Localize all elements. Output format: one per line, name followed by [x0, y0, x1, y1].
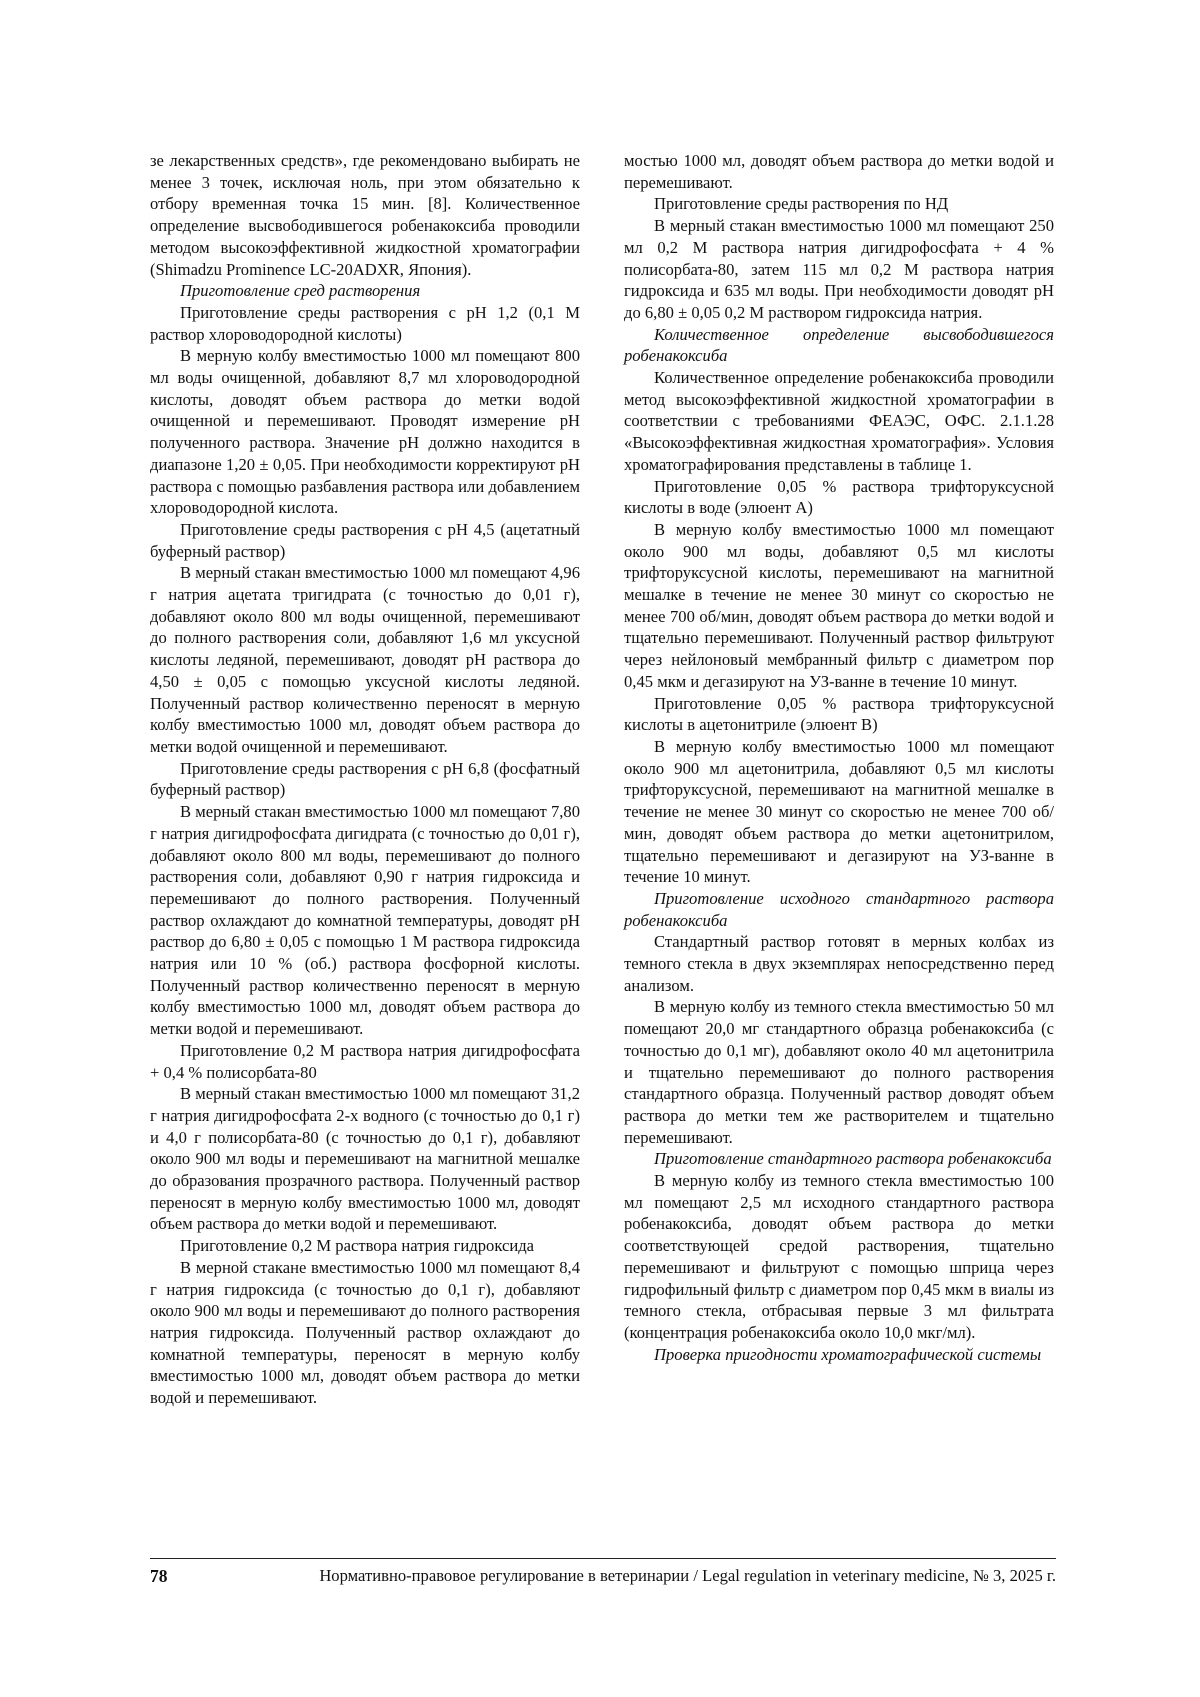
body-paragraph: Количественное определение робенакоксиба проводили метод высокоэффективной жидкостной хроматографии в соответствии с требованиями ФЕАЭС, ОФС. 2.1.1.28 «Высокоэффективная жидкостная хроматография». Условия хроматографирования представлены в таблице 1.: [624, 368, 1054, 474]
body-paragraph: В мерную колбу из темного стекла вместимостью 100 мл помещают 2,5 мл исходного стандартного раствора робенакоксиба, доводят объем раствора до метки соответствующей средой растворения, тщательно перемешивают и фильтруют с помощью шприца через гидрофильный фильтр с диаметром пор 0,45 мкм в виалы из темного стекла, отбрасывая первые 3 мл фильтрата (концентрация робенакоксиба около 10,0 мкг/мл).: [624, 1171, 1054, 1342]
body-paragraph: Приготовление 0,05 % раствора трифторуксусной кислоты в воде (элюент А): [624, 476, 1054, 518]
body-paragraph: Приготовление среды растворения с pH 6,8 (фосфатный буферный раствор): [150, 758, 580, 800]
body-paragraph: В мерный стакан вместимостью 1000 мл помещают 250 мл 0,2 М раствора натрия дигидрофосфата + 4 % полисорбата-80, затем 115 мл 0,2 М раствора натрия гидроксида и 635 мл воды. При необходимости доводят pH до 6,80 ± 0,05 0,2 М раствором гидроксида натрия.: [624, 216, 1054, 322]
body-paragraph: В мерной стакане вместимостью 1000 мл помещают 8,4 г натрия гидроксида (с точностью до 0,1 г), добавляют около 900 мл воды и перемешивают до полного растворения натрия гидроксида. Полученный раствор охлаждают до комнатной температуры, переносят в мерную колбу вместимостью 1000 мл, доводят объем раствора до метки водой и перемешивают.: [150, 1257, 580, 1408]
footer-rule: [150, 1558, 1056, 1559]
body-paragraph: зе лекарственных средств», где рекомендовано выбирать не менее 3 точек, исключая ноль, при этом обязательно к отбору временная точка 15 мин. [8]. Количественное определение высвободившегося робенакоксиба проводили методом высокоэффективной жидкостной хроматографии (Shimadzu Prominence LC-20ADXR, Япония).: [150, 151, 580, 279]
section-subheading: Приготовление сред растворения: [180, 281, 421, 301]
body-paragraph: В мерный стакан вместимостью 1000 мл помещают 4,96 г натрия ацетата тригидрата (с точностью до 0,01 г), добавляют около 800 мл воды очищенной, перемешивают до полного растворения соли, добавляют 1,6 мл уксусной кислоты ледяной, перемешивают, доводят pH раствора до 4,50 ± 0,05 с помощью уксусной кислоты ледяной. Полученный раствор количественно переносят в мерную колбу вместимостью 1000 мл, доводят объем раствора до метки водой очищенной и перемешивают.: [150, 563, 580, 756]
body-paragraph: В мерную колбу вместимостью 1000 мл помещают около 900 мл воды, добавляют 0,5 мл кислоты трифторуксусной кислоты, перемешивают на магнитной мешалке в течение не менее 30 минут со скоростью не менее 700 об/мин, доводят объем раствора до метки водой и тщательно перемешивают. Полученный раствор фильтруют через нейлоновый мембранный фильтр с диаметром пор 0,45 мкм и дегазируют на УЗ-ванне в течение 10 минут.: [624, 519, 1054, 691]
page-number: 78: [150, 1566, 168, 1586]
section-subheading: Приготовление стандартного раствора робенакоксиба: [654, 1149, 1052, 1169]
section-subheading: Количественное определение высвободившегося робенакоксиба: [624, 324, 1054, 366]
body-paragraph: Приготовление 0,2 М раствора натрия гидроксида: [180, 1236, 535, 1256]
section-subheading: Проверка пригодности хроматографической системы: [654, 1344, 1042, 1364]
right-text-column: [624, 150, 1054, 1365]
body-paragraph: Приготовление среды растворения с pH 1,2 (0,1 М раствор хлороводородной кислоты): [150, 302, 580, 344]
body-paragraph: В мерный стакан вместимостью 1000 мл помещают 31,2 г натрия дигидрофосфата 2-х водного (с точностью до 0,1 г) и 4,0 г полисорбата-80 (с точностью до 0,1 г), добавляют около 900 мл воды и перемешивают на магнитной мешалке до образования прозрачного раствора. Полученный раствор переносят в мерную колбу вместимостью 1000 мл, доводят объем раствора до метки водой и перемешивают.: [150, 1084, 580, 1234]
body-paragraph: В мерную колбу вместимостью 1000 мл помещают 800 мл воды очищенной, добавляют 8,7 мл хлороводородной кислоты, доводят объем раствора до метки водой очищенной и перемешивают. Проводят измерение pH полученного раствора. Значение pH должно находится в диапазоне 1,20 ± 0,05. При необходимости корректируют pH раствора с помощью разбавления раствора или добавлением хлороводородной кислота.: [150, 346, 580, 518]
body-paragraph: В мерную колбу вместимостью 1000 мл помещают около 900 мл ацетонитрила, добавляют 0,5 мл кислоты трифторуксусной, перемешивают на магнитной мешалке в течение не менее 30 минут со скоростью не менее 700 об/мин, доводят объем раствора до метки ацетонитрилом, тщательно перемешивают и дегазируют на УЗ-ванне в течение 10 минут.: [624, 736, 1054, 887]
left-text-column: [150, 150, 580, 1409]
body-paragraph: мостью 1000 мл, доводят объем раствора до метки водой и перемешивают.: [624, 151, 1054, 192]
body-paragraph: Стандартный раствор готовят в мерных колбах из темного стекла в двух экземплярах непосредственно перед анализом.: [624, 932, 1054, 995]
journal-citation: Нормативно-правовое регулирование в ветеринарии / Legal regulation in veterinary medicine, № 3, 2025 г.: [319, 1566, 1056, 1585]
body-paragraph: Приготовление 0,05 % раствора трифторуксусной кислоты в ацетонитриле (элюент В): [624, 693, 1054, 735]
section-subheading: Приготовление исходного стандартного раствора робенакоксиба: [624, 888, 1054, 930]
body-paragraph: Приготовление среды растворения с pH 4,5 (ацетатный буферный раствор): [150, 519, 580, 561]
body-paragraph: В мерную колбу из темного стекла вместимостью 50 мл помещают 20,0 мг стандартного образца робенакоксиба (с точностью до 0,1 мг), добавляют около 40 мл ацетонитрила и тщательно перемешивают до полного растворения стандартного образца. Полученный раствор доводят объем раствора до метки тем же растворителем и тщательно перемешивают.: [624, 997, 1054, 1147]
body-paragraph: Приготовление 0,2 М раствора натрия дигидрофосфата + 0,4 % полисорбата-80: [150, 1040, 580, 1082]
body-paragraph: Приготовление среды растворения по НД: [654, 194, 949, 214]
body-paragraph: В мерный стакан вместимостью 1000 мл помещают 7,80 г натрия дигидрофосфата дигидрата (с точностью до 0,01 г), добавляют около 800 мл воды, перемешивают до полного растворения соли, добавляют 0,90 г натрия гидроксида и перемешивают до полного растворения. Полученный раствор охлаждают до комнатной температуры, доводят pH раствор до 6,80 ± 0,05 с помощью 1 М раствора гидроксида натрия или 10 % (об.) раствора фосфорной кислоты. Полученный раствор количественно переносят в мерную колбу вместимостью 1000 мл, доводят объем раствора до метки водой и перемешивают.: [150, 802, 580, 1039]
